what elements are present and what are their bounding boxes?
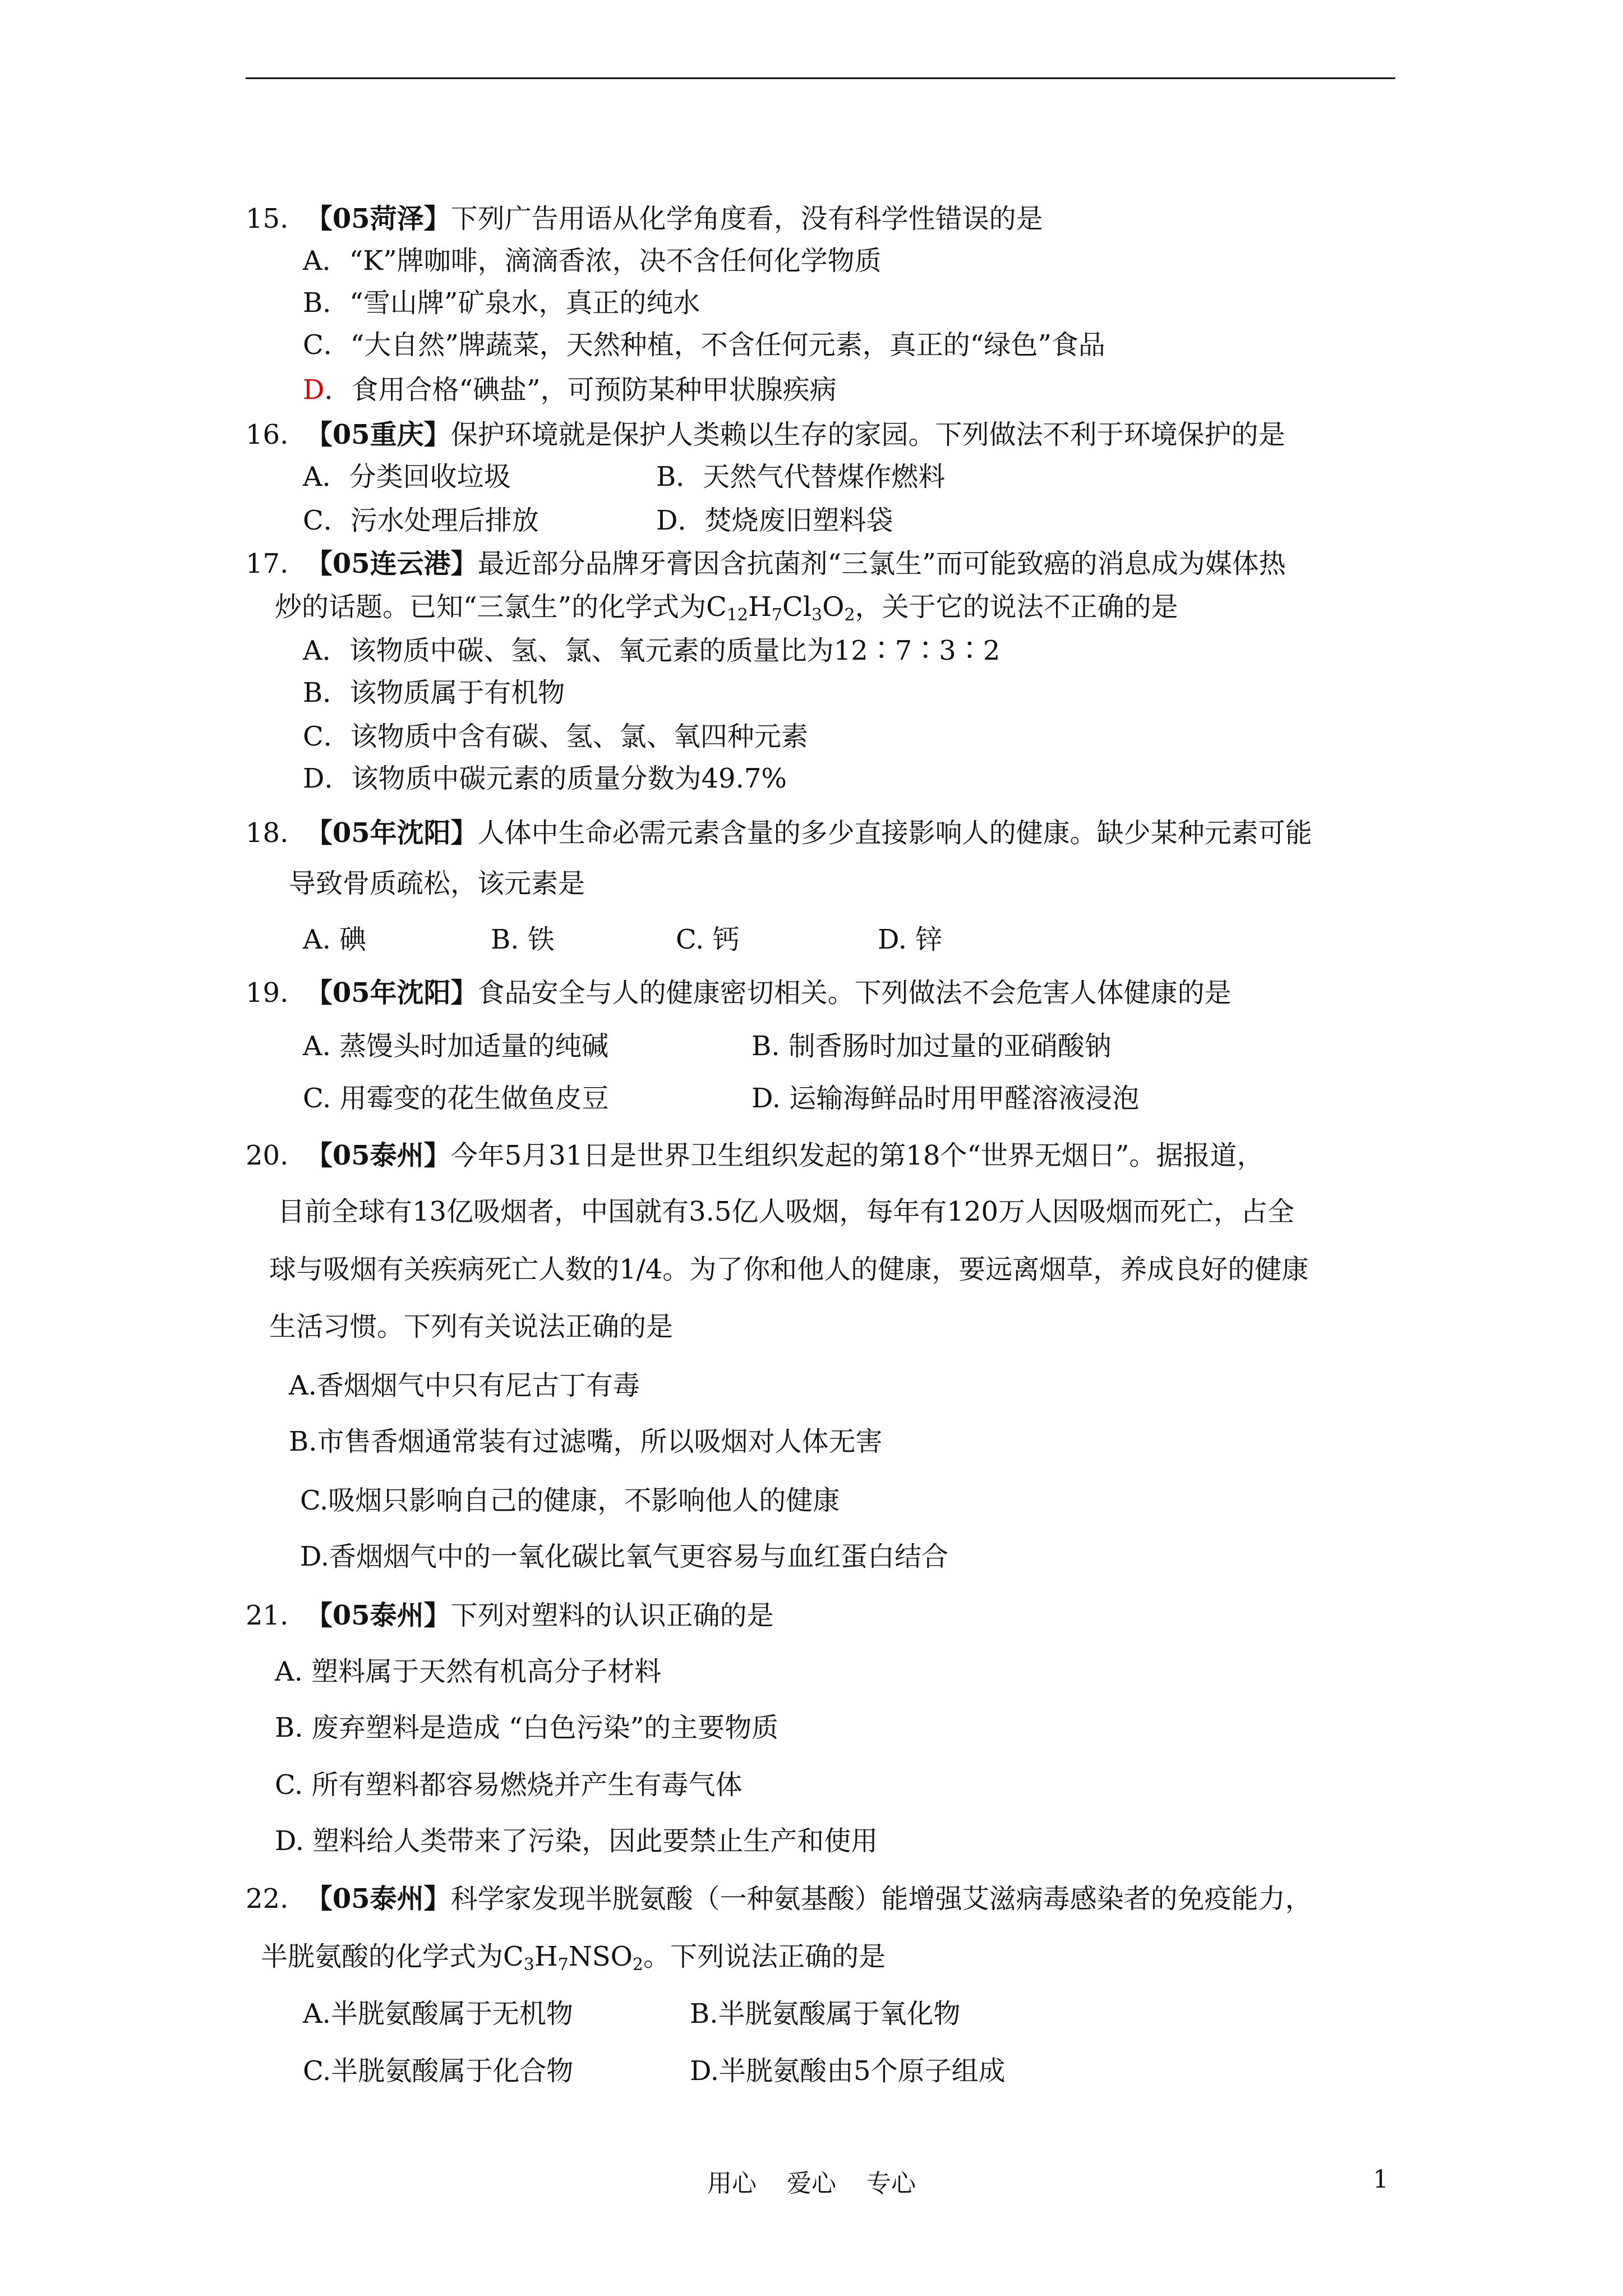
- option-b: B. 废弃塑料是造成 “白色污染”的主要物质: [275, 1712, 779, 1743]
- source-tag: 【05菏泽】: [305, 203, 451, 234]
- subscript: 12: [726, 605, 748, 625]
- option-d: D．该物质中碳元素的质量分数为49.7%: [303, 763, 787, 794]
- question-20-stem-line4: 生活习惯。下列有关说法正确的是: [269, 1311, 674, 1342]
- question-18-stem: [246, 816, 1312, 850]
- stem-text: 保护环境就是保护人类赖以生存的家园。下列做法不利于环境保护的是: [450, 419, 1285, 450]
- option-d-letter: D: [303, 374, 325, 406]
- subscript: 2: [633, 1955, 644, 1975]
- option-c: C. 用霉变的花生做鱼皮豆: [303, 1083, 609, 1114]
- option-c: C.半胱氨酸属于化合物: [303, 2055, 574, 2087]
- question-21-stem: [246, 1599, 774, 1632]
- option-a: A.半胱氨酸属于无机物: [303, 1998, 573, 2030]
- footer-motto: 用心 爱心 专心: [707, 2169, 916, 2198]
- option-c: C.吸烟只影响自己的健康，不影响他人的健康: [300, 1485, 840, 1516]
- source-tag: 【05泰州】: [305, 1600, 451, 1631]
- question-19-stem: [246, 976, 1232, 1010]
- option-b: B. 铁: [491, 924, 555, 955]
- question-20-stem: [246, 1139, 1264, 1172]
- question-15-stem: [246, 202, 1043, 236]
- element-symbol: H: [748, 591, 772, 623]
- question-17-stem-line2: [275, 590, 1178, 624]
- subscript: 7: [557, 1955, 569, 1975]
- element-symbol: H: [534, 1941, 558, 1972]
- option-b: B.半胱氨酸属于氧化物: [690, 1998, 961, 2030]
- option-b: B.市售香烟通常装有过滤嘴，所以吸烟对人体无害: [289, 1426, 883, 1457]
- option-d: D.半胱氨酸由5个原子组成: [690, 2055, 1006, 2087]
- option-d: D. 锌: [878, 924, 943, 955]
- stem-text: 炒的话题。已知“三氯生”的化学式为C: [275, 591, 727, 623]
- question-20-stem-line3: 球与吸烟有关疾病死亡人数的1/4。为了你和他人的健康，要远离烟草，养成良好的健康: [269, 1254, 1309, 1285]
- option-d: D．焚烧废旧塑料袋: [656, 505, 893, 536]
- question-number: 16.: [246, 419, 289, 450]
- source-tag: 【05年沈阳】: [305, 817, 478, 849]
- option-b: B. 制香肠时加过量的亚硝酸钠: [751, 1030, 1112, 1062]
- option-a: A. 蒸馒头时加适量的纯碱: [303, 1030, 609, 1062]
- header-rule: [246, 77, 1395, 79]
- option-c: C. 钙: [676, 924, 740, 955]
- option-a: A．该物质中碳、氢、氯、氧元素的质量比为12∶7∶3∶2: [303, 635, 1000, 666]
- stem-text: 科学家发现半胱氨酸（一种氨基酸）能增强艾滋病毒感染者的免疫能力，: [450, 1883, 1312, 1915]
- stem-text: 最近部分品牌牙膏因含抗菌剂“三氯生”而可能致癌的消息成为媒体热: [477, 548, 1286, 579]
- source-tag: 【05重庆】: [305, 419, 451, 450]
- stem-text: ，关于它的说法不正确的是: [855, 591, 1178, 623]
- question-number: 20.: [246, 1140, 289, 1171]
- subscript: 7: [771, 605, 782, 625]
- source-tag: 【05泰州】: [305, 1140, 451, 1171]
- question-20-stem-line2: 目前全球有13亿吸烟者，中国就有3.5亿人吸烟，每年有120万人因吸烟而死亡，占全: [278, 1196, 1295, 1227]
- option-d: D. 塑料给人类带来了污染，因此要禁止生产和使用: [275, 1825, 878, 1857]
- option-a: A．分类回收垃圾: [303, 461, 511, 493]
- option-b: B．天然气代替煤作燃料: [656, 461, 946, 493]
- option-c: C. 所有塑料都容易燃烧并产生有毒气体: [275, 1769, 743, 1801]
- option-a: A．“K”牌咖啡，滴滴香浓，决不含任何化学物质: [303, 245, 882, 277]
- page-number: 1: [1373, 2165, 1389, 2194]
- element-symbol: NSO: [568, 1941, 633, 1972]
- subscript: 3: [523, 1955, 534, 1975]
- stem-text: 人体中生命必需元素含量的多少直接影响人的健康。缺少某种元素可能: [477, 817, 1312, 849]
- source-tag: 【05年沈阳】: [305, 977, 478, 1009]
- question-16-stem: [246, 418, 1285, 452]
- question-number: 22.: [246, 1883, 289, 1915]
- source-tag: 【05泰州】: [305, 1883, 451, 1915]
- question-number: 19.: [246, 977, 289, 1009]
- option-c: C．“大自然”牌蔬菜，天然种植，不含任何元素，真正的“绿色”食品: [303, 329, 1105, 361]
- element-symbol: O: [822, 591, 845, 623]
- element-symbol: Cl: [782, 591, 812, 623]
- option-d: D.香烟烟气中的一氧化碳比氧气更容易与血红蛋白结合: [300, 1541, 949, 1572]
- question-22-stem-line2: [261, 1940, 886, 1973]
- question-number: 21.: [246, 1600, 289, 1631]
- option-c: C．污水处理后排放: [303, 505, 539, 536]
- question-number: 17.: [246, 548, 289, 579]
- stem-text: 半胱氨酸的化学式为C: [261, 1941, 524, 1972]
- option-a: A. 塑料属于天然有机高分子材料: [275, 1656, 662, 1687]
- stem-text: 今年5月31日是世界卫生组织发起的第18个“世界无烟日”。据报道，: [450, 1140, 1264, 1171]
- option-a: A. 碘: [303, 924, 367, 955]
- option-b: B．“雪山牌”矿泉水，真正的纯水: [303, 287, 700, 319]
- stem-text: 食品安全与人的健康密切相关。下列做法不会危害人体健康的是: [477, 977, 1232, 1009]
- question-number: 18.: [246, 817, 289, 849]
- stem-text: 下列广告用语从化学角度看，没有科学性错误的是: [450, 203, 1043, 234]
- stem-text: 下列对塑料的认识正确的是: [450, 1600, 774, 1631]
- question-18-stem-line2: 导致骨质疏松，该元素是: [289, 868, 585, 899]
- option-b: B．该物质属于有机物: [303, 677, 565, 708]
- source-tag: 【05连云港】: [305, 548, 478, 579]
- subscript: 3: [811, 605, 823, 625]
- option-d-text: ．食用合格“碘盐”，可预防某种甲状腺疾病: [324, 374, 837, 406]
- question-22-stem: [246, 1882, 1312, 1916]
- stem-text: 。下列说法正确的是: [643, 1941, 886, 1972]
- option-d: D. 运输海鲜品时用甲醛溶液浸泡: [751, 1083, 1140, 1114]
- option-a: A.香烟烟气中只有尼古丁有毒: [289, 1370, 640, 1401]
- question-number: 15.: [246, 203, 289, 234]
- question-17-stem: [246, 547, 1286, 581]
- option-d: [303, 373, 837, 407]
- subscript: 2: [844, 605, 855, 625]
- option-c: C．该物质中含有碳、氢、氯、氧四种元素: [303, 721, 808, 752]
